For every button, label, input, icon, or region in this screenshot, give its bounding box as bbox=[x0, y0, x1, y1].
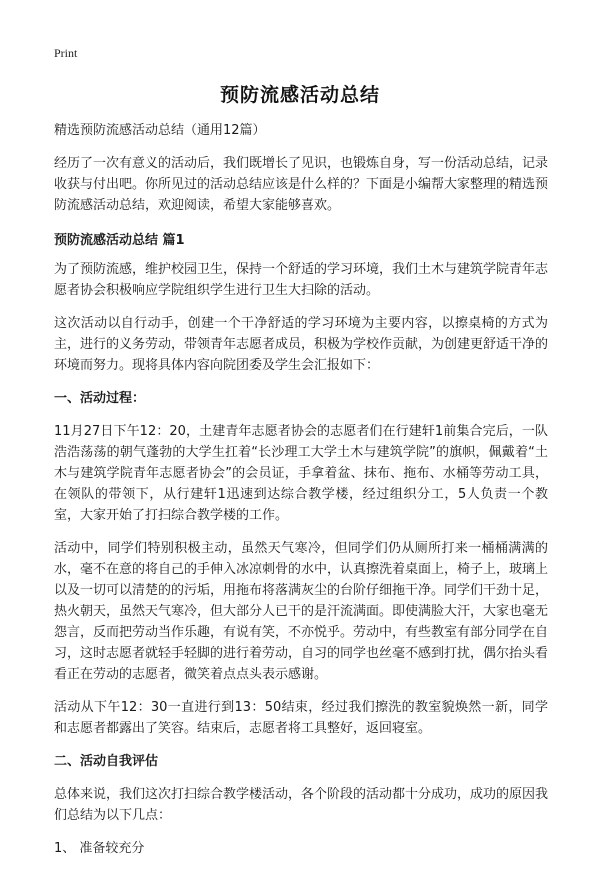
document-subtitle: 精选预防流感活动总结（通用12篇） bbox=[54, 123, 266, 138]
intro-paragraph: 经历了一次有意义的活动后，我们既增长了见识，也锻炼自身，写一份活动总结，记录收获与付出吧。你所见过的活动总结应该是什么样的？下面是小编帮大家整理的精选预防流感活动总结，欢迎阅读，希望大家能够喜欢。 bbox=[54, 156, 549, 213]
paragraph-purpose: 为了预防流感，维护校园卫生，保持一个舒适的学习环境，我们土木与建筑学院青年志愿者协会积极响应学院组织学生进行卫生大扫除的活动。 bbox=[54, 262, 549, 298]
heading-self-evaluation: 二、活动自我评估 bbox=[54, 754, 159, 769]
paragraph-process-detail: 活动中，同学们特别积极主动，虽然天气寒冷，但同学们仍从厕所打来一桶桶满满的水，毫不在意的将自己的手伸入冰凉刺骨的水中，认真擦洗着桌面上，椅子上，玻璃上以及一切可以清楚的的污垢，用拖布将落满灰尘的台阶仔细拖干净。同学们干劲十足，热火朝天，虽然天气寒冷，但大部分人已干的是汗流满面。即使满脸大汗，大家也毫无怨言，反而把劳动当作乐趣，有说有笑，不亦悦乎。劳动中，有些教室有部分同学在自习，这时志愿者就轻手轻脚的进行着劳动，自习的同学也丝毫不感到打扰，偶尔抬头看看正在劳动的志愿者，微笑着点点头表示感谢。 bbox=[54, 541, 549, 682]
paragraph-content: 这次活动以自行动手，创建一个干净舒适的学习环境为主要内容，以擦桌椅的方式为主，进行的义务劳动，带领青年志愿者成员，积极为学校作贡献，为创建更舒适干净的环境而努力。现将具体内容向院团委及学生会汇报如下： bbox=[54, 316, 549, 373]
page-title: 预防流感活动总结 bbox=[219, 84, 380, 106]
paragraph-process-start: 11月27日下午12：20，土建青年志愿者协会的志愿者们在行建轩1前集合完后，一队浩浩荡荡的朝气蓬勃的大学生扛着“长沙理工大学土木与建筑学院”的旗帜，佩戴着“土木与建筑学院青年志愿者协会”的会员证，手拿着盆、抹布、拖布、水桶等劳动工具，在领队的带领下，从行建轩1迅速到达综合教学楼，经过组织分工，5人负责一个教室，大家开始了打扫综合教学楼的工作。 bbox=[54, 424, 548, 523]
section-title: 预防流感活动总结 篇1 bbox=[54, 233, 185, 248]
paragraph-process-end: 活动从下午12：30一直进行到13：50结束，经过我们擦洗的教室貌焕然一新，同学和志愿者都露出了笑容。结束后，志愿者将工具整好，返回寝室。 bbox=[54, 700, 548, 736]
list-item-preparation: 1、 准备较充分 bbox=[54, 841, 145, 856]
paragraph-evaluation: 总体来说，我们这次打扫综合教学楼活动，各个阶段的活动都十分成功，成功的原因我们总结为以下几点： bbox=[54, 787, 549, 823]
print-link[interactable]: Print bbox=[54, 46, 78, 60]
document-body bbox=[54, 120, 548, 871]
heading-activity-process: 一、活动过程： bbox=[54, 391, 146, 406]
